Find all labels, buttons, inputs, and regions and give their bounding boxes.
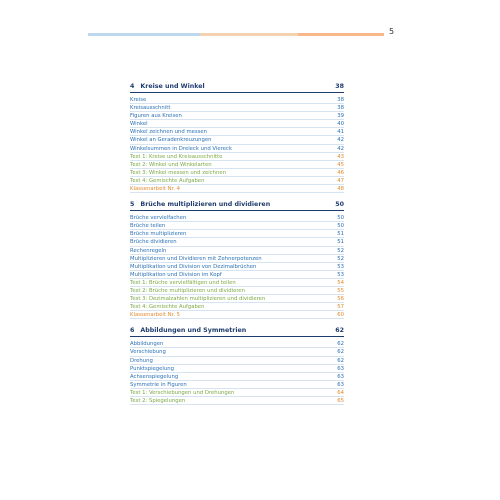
chapter-heading[interactable] (130, 83, 344, 93)
toc-entry-label: Drehung (130, 357, 153, 364)
toc-entry[interactable] (130, 161, 344, 169)
toc-entry[interactable] (130, 357, 344, 365)
toc-entry-page: 42 (337, 137, 344, 144)
toc-entry[interactable] (130, 397, 344, 405)
toc-entry[interactable] (130, 279, 344, 287)
toc-entry-label: Verschiebung (130, 349, 166, 356)
toc-entry-label: Klassenarbeit Nr. 5 (130, 312, 180, 319)
toc-entry-page: 47 (337, 177, 344, 184)
toc-entry-label: Test 3: Dezimalzahlen multiplizieren und dividieren (130, 296, 266, 303)
toc-entry[interactable] (130, 381, 344, 389)
toc-entry-page: 51 (337, 239, 344, 246)
toc-entry[interactable] (130, 365, 344, 373)
table-of-contents (130, 83, 344, 413)
toc-entry-label: Multiplikation und Division im Kopf (130, 271, 222, 278)
toc-entry-page: 62 (337, 357, 344, 364)
toc-entry[interactable] (130, 303, 344, 311)
toc-entry-page: 56 (337, 296, 344, 303)
toc-entry[interactable] (130, 340, 344, 348)
toc-entry-page: 40 (337, 121, 344, 128)
toc-entry-label: Figuren aus Kreisen (130, 113, 182, 120)
toc-entry-page: 57 (337, 304, 344, 311)
toc-entry-label: Brüche multiplizieren (130, 231, 187, 238)
toc-entry-page: 63 (337, 365, 344, 372)
toc-entry[interactable] (130, 311, 344, 319)
chapter-section (130, 201, 344, 319)
toc-entry-label: Winkel (130, 121, 148, 128)
toc-entry-label: Brüche teilen (130, 223, 166, 230)
toc-entry-page: 63 (337, 373, 344, 380)
toc-entry-page: 42 (337, 145, 344, 152)
chapter-section (130, 83, 344, 193)
toc-entry-label: Test 2: Spiegelungen (130, 398, 186, 404)
toc-entry-label: Kreisausschnitt (130, 105, 171, 112)
toc-entry[interactable] (130, 145, 344, 153)
toc-entry-page: 48 (337, 186, 344, 193)
toc-entry-label: Test 4: Gemischte Aufgaben (130, 304, 205, 311)
toc-entry[interactable] (130, 263, 344, 271)
toc-entry-label: Abbildungen (130, 341, 164, 348)
toc-entry-label: Winkelsummen in Dreieck und Viereck (130, 145, 232, 152)
chapter-title-group (130, 83, 205, 90)
toc-entry-page: 45 (337, 161, 344, 168)
header-bar-segment-3 (298, 33, 384, 36)
toc-entry[interactable] (130, 389, 344, 397)
toc-entry-label: Brüche dividieren (130, 239, 177, 246)
chapter-number: 6 (130, 327, 135, 335)
toc-entry[interactable] (130, 255, 344, 263)
toc-entry-page: 60 (337, 312, 344, 319)
toc-entry-page: 43 (337, 153, 344, 160)
toc-entry-label: Punktspiegelung (130, 365, 174, 372)
chapter-title-group (130, 327, 246, 334)
toc-entry[interactable] (130, 222, 344, 230)
toc-entry-label: Brüche vervielfachen (130, 215, 187, 222)
toc-entry-label: Multiplizieren und Dividieren mit Zehnerpotenzen (130, 255, 262, 262)
toc-entry-page: 65 (337, 398, 344, 404)
toc-entry-page: 50 (337, 215, 344, 222)
toc-entry[interactable] (130, 373, 344, 381)
toc-entry-page: 51 (337, 231, 344, 238)
toc-entry-page: 38 (337, 97, 344, 103)
toc-entry[interactable] (130, 104, 344, 112)
chapter-title: Abbildungen und Symmetrien (140, 327, 247, 335)
toc-entry[interactable] (130, 112, 344, 120)
toc-entry-label: Symmetrie in Figuren (130, 381, 187, 388)
chapter-number: 5 (130, 201, 135, 209)
toc-entry[interactable] (130, 128, 344, 136)
toc-entry-label: Test 4: Gemischte Aufgaben (130, 177, 205, 184)
page-number: 5 (389, 27, 395, 36)
toc-entry[interactable] (130, 153, 344, 161)
toc-entry-page: 38 (337, 105, 344, 112)
header-bar-segment-1 (88, 33, 200, 36)
toc-entry-label: Rechenregeln (130, 247, 167, 254)
toc-entry-label: Test 2: Winkel und Winkelarten (130, 161, 212, 168)
chapter-title-group (130, 201, 270, 208)
chapter-number: 4 (130, 83, 135, 90)
toc-entry-label: Winkel an Geradenkreuzungen (130, 137, 212, 144)
chapter-page: 38 (335, 83, 344, 90)
toc-entry-label: Test 1: Brüche vervielfältigen und teilen (130, 279, 236, 286)
toc-entry[interactable] (130, 348, 344, 356)
toc-entry-label: Test 3: Winkel messen und zeichnen (130, 169, 226, 176)
chapter-page: 50 (335, 201, 344, 209)
chapter-title: Brüche multiplizieren und dividieren (140, 201, 271, 209)
toc-entry[interactable] (130, 96, 344, 104)
toc-entry-page: 54 (337, 279, 344, 286)
toc-entry-label: Winkel zeichnen und messen (130, 129, 207, 136)
toc-entry[interactable] (130, 230, 344, 238)
toc-entry[interactable] (130, 169, 344, 177)
toc-entry-label: Klassenarbeit Nr. 4 (130, 186, 180, 193)
toc-entry-page: 53 (337, 271, 344, 278)
toc-entry-page: 64 (337, 389, 344, 396)
toc-entry-label: Test 1: Verschiebungen und Drehungen (130, 389, 235, 396)
toc-entry-label: Test 1: Kreise und Kreisausschnitte (130, 153, 223, 160)
toc-entry[interactable] (130, 287, 344, 295)
toc-entry-page: 63 (337, 381, 344, 388)
toc-entry-label: Multiplikation und Division von Dezimalbrüchen (130, 263, 257, 270)
toc-entry-page: 52 (337, 247, 344, 254)
toc-entry-page: 53 (337, 263, 344, 270)
toc-entry[interactable] (130, 214, 344, 222)
toc-entry-page: 46 (337, 169, 344, 176)
toc-entry-label: Achsenspiegelung (130, 373, 179, 380)
toc-entry[interactable] (130, 185, 344, 193)
toc-entry[interactable] (130, 238, 344, 246)
toc-entry-page: 62 (337, 349, 344, 356)
toc-entry-page: 62 (337, 341, 344, 348)
toc-entry-page: 50 (337, 223, 344, 230)
chapter-heading[interactable] (130, 327, 344, 337)
chapter-section (130, 327, 344, 405)
toc-entry[interactable] (130, 136, 344, 144)
toc-entry-page: 41 (337, 129, 344, 136)
toc-entry-label: Kreise (130, 97, 147, 103)
toc-entry[interactable] (130, 295, 344, 303)
toc-entry[interactable] (130, 271, 344, 279)
toc-entry[interactable] (130, 177, 344, 185)
toc-entry[interactable] (130, 247, 344, 255)
chapter-title: Kreise und Winkel (140, 83, 205, 90)
toc-entry-page: 52 (337, 255, 344, 262)
chapter-heading[interactable] (130, 201, 344, 211)
toc-entry-label: Test 2: Brüche multiplizieren und dividieren (130, 287, 246, 294)
chapter-page: 62 (335, 327, 344, 335)
toc-entry-page: 39 (337, 113, 344, 120)
toc-entry[interactable] (130, 120, 344, 128)
header-bar-segment-2 (200, 33, 298, 36)
toc-entry-page: 55 (337, 287, 344, 294)
